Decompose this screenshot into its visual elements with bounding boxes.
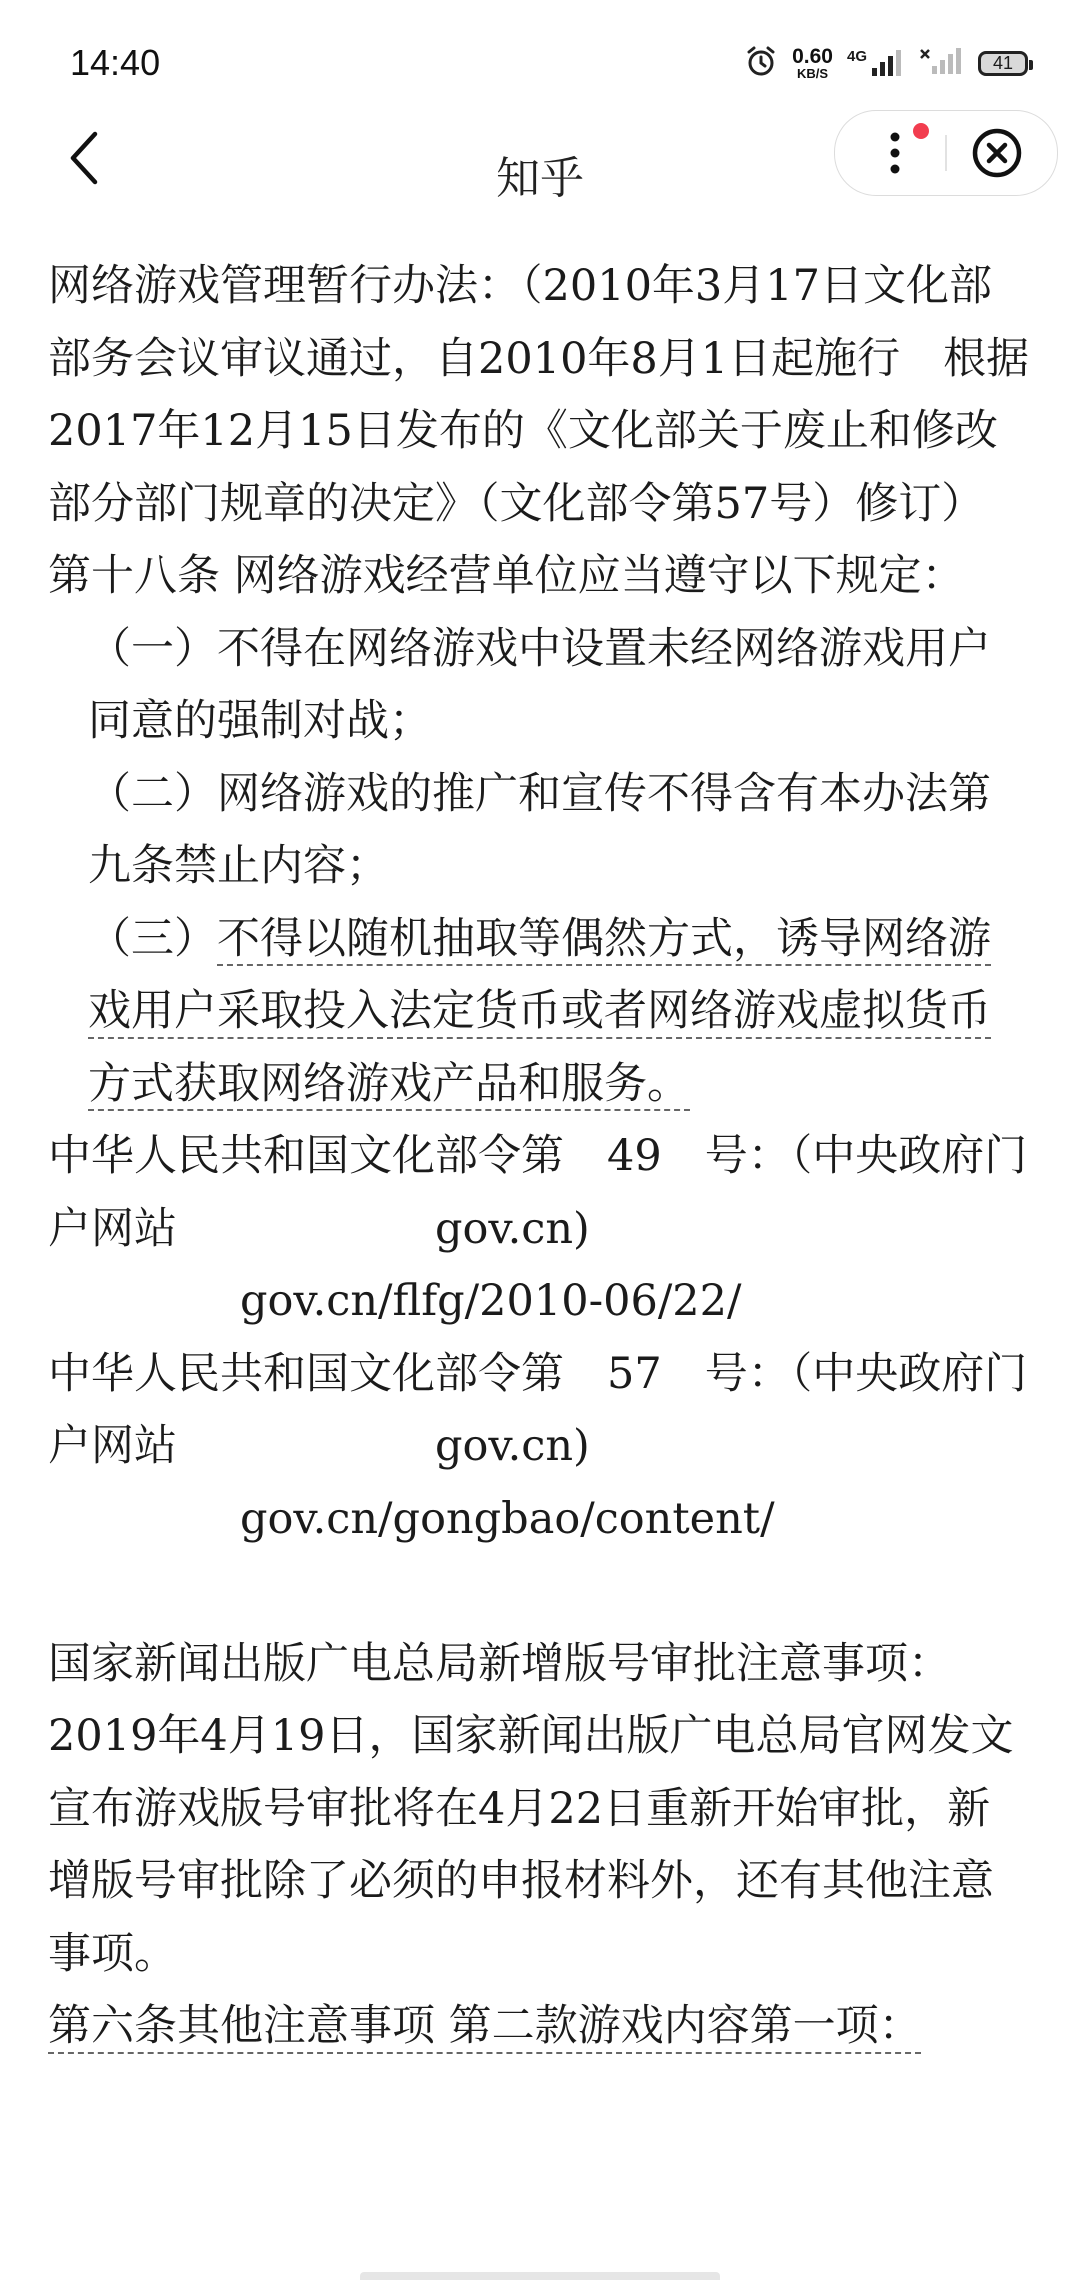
net-speed-unit: KB/S [797, 66, 829, 81]
battery-level: 41 [992, 52, 1014, 73]
close-circle-icon[interactable] [971, 127, 1023, 179]
paragraph-article-6: 第六条其他注意事项 第二款游戏内容第一项： [48, 2001, 922, 2051]
link-order-57[interactable]: gov.cn/gongbao/content/ [240, 1493, 775, 1544]
spacer [48, 1555, 1033, 1628]
net-speed-value: 0.60 [792, 45, 833, 68]
network-type: 4G [846, 48, 867, 65]
paragraph-clause-1: （一）不得在网络游戏中设置未经网络游戏用户同意的强制对战； [88, 623, 991, 746]
paragraph-order-57: 中华人民共和国文化部令第 57 号：（中央政府门户网站 gov.cn) [48, 1348, 1028, 1471]
paragraph-clause-2: （二）网络游戏的推广和宣传不得含有本办法第九条禁止内容； [88, 768, 991, 891]
signal-no-service-icon [918, 46, 964, 80]
paragraph-nppa-heading: 国家新闻出版广电总局新增版号审批注意事项： [48, 1638, 951, 1689]
clause-3-underlined-text: 不得以随机抽取等偶然方式，诱导网络游戏用户采取投入法定货币或者网络游戏虚拟货币方式获取网络游戏产品和服务。 [88, 913, 991, 1109]
more-vertical-icon[interactable] [875, 125, 915, 181]
paragraph-order-49: 中华人民共和国文化部令第 49 号：（中央政府门户网站 gov.cn) [48, 1131, 1028, 1254]
notification-dot [913, 123, 929, 139]
paragraph-clause-3 [48, 903, 1033, 1121]
status-icons [744, 44, 1028, 82]
paragraph-article-18: 第十八条 网络游戏经营单位应当遵守以下规定： [48, 551, 965, 601]
capsule-divider [945, 135, 947, 171]
paragraph-regulation-title: 网络游戏管理暂行办法：（2010年3月17日文化部部务会议审议通过，自2010年8月1日起施行 根据2017年12月15日发布的《文化部关于废止和修改部分部门规章的决定》（文化部令第57号）修订） [48, 261, 1030, 529]
link-order-49[interactable]: gov.cn/flfg/2010-06/22/ [240, 1276, 742, 1326]
net-speed [792, 46, 833, 80]
status-bar [0, 0, 1080, 120]
signal-4g-icon [847, 48, 904, 78]
status-time: 14:40 [70, 42, 161, 83]
article-body [48, 250, 1033, 2063]
alarm-icon [744, 44, 778, 82]
mini-program-capsule [834, 110, 1058, 196]
scroll-indicator [360, 2272, 720, 2280]
battery-icon [978, 51, 1028, 76]
clause-3-prefix: （三） [88, 913, 217, 964]
app-header [0, 110, 1080, 230]
page-title: 知乎 [496, 153, 584, 204]
paragraph-nppa-news: 2019年4月19日，国家新闻出版广电总局官网发文宣布游戏版号审批将在4月22日重新开始审批，新增版号审批除了必须的申报材料外，还有其他注意事项。 [48, 1711, 1014, 1979]
